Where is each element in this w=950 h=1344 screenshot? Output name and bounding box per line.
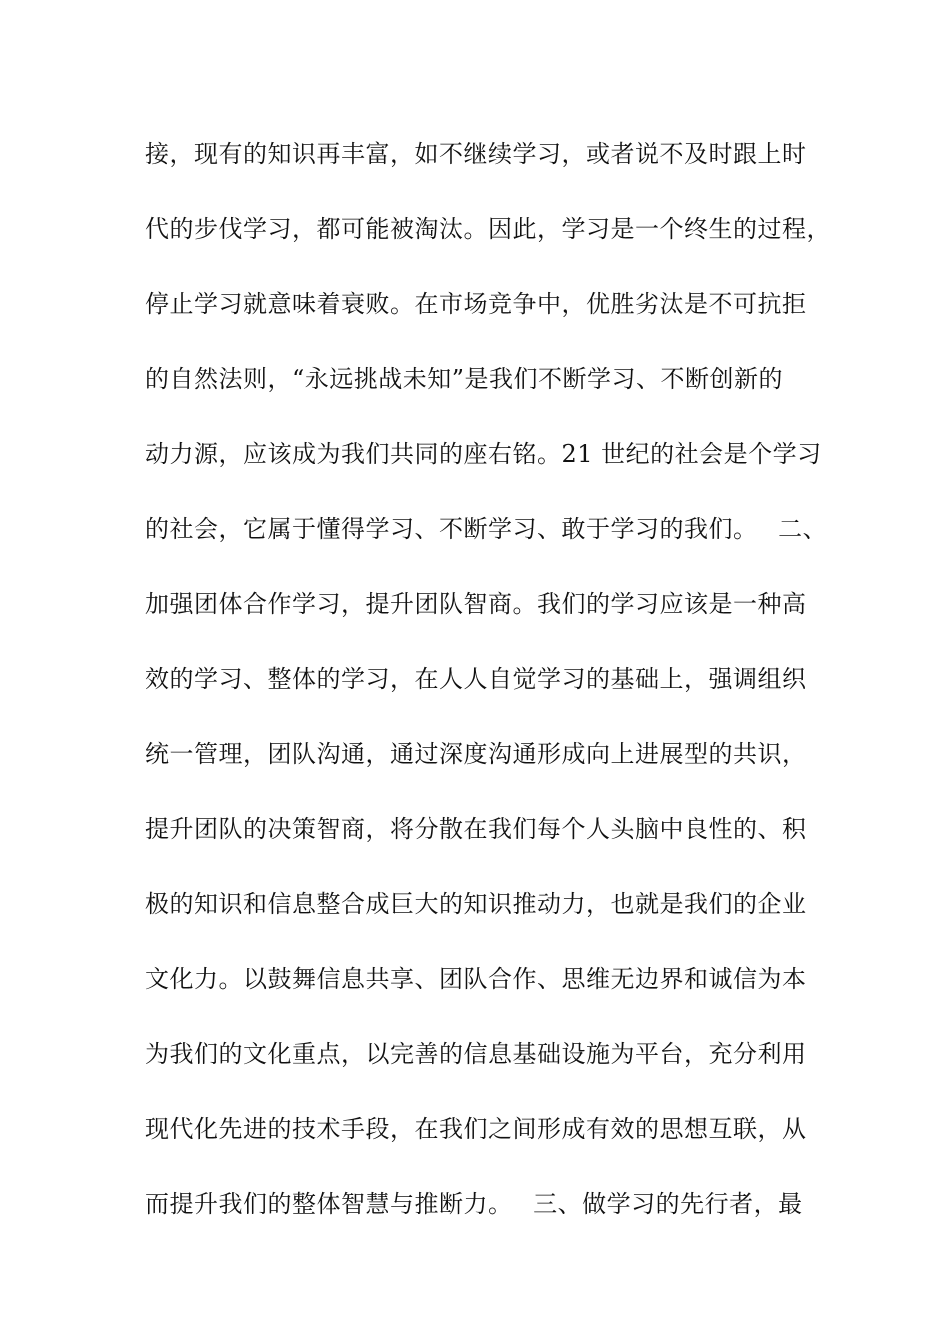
text-line: 提升团队的决策智商，将分散在我们每个人头脑中良性的、积	[145, 815, 807, 843]
text-line: 的自然法则，“永远挑战未知”是我们不断学习、不断创新的	[145, 365, 784, 393]
text-line: 接，现有的知识再丰富，如不继续学习，或者说不及时跟上时	[145, 140, 807, 168]
text-line: 而提升我们的整体智慧与推断力。 三、做学习的先行者，最	[145, 1190, 803, 1218]
text-line: 的社会，它属于懂得学习、不断学习、敢于学习的我们。 二、	[145, 515, 828, 543]
text-line: 效的学习、整体的学习，在人人自觉学习的基础上，强调组织	[145, 665, 807, 693]
text-line: 统一管理，团队沟通，通过深度沟通形成向上进展型的共识，	[145, 740, 807, 768]
text-line: 加强团体合作学习，提升团队智商。我们的学习应该是一种高	[145, 590, 807, 618]
text-line: 文化力。以鼓舞信息共享、团队合作、思维无边界和诚信为本	[145, 965, 807, 993]
text-line: 现代化先进的技术手段，在我们之间形成有效的思想互联，从	[145, 1115, 807, 1143]
text-line: 代的步伐学习，都可能被淘汰。因此，学习是一个终生的过程，	[145, 215, 831, 243]
text-line: 为我们的文化重点，以完善的信息基础设施为平台，充分利用	[145, 1040, 807, 1068]
text-line: 极的知识和信息整合成巨大的知识推动力，也就是我们的企业	[145, 890, 807, 918]
text-line: 停止学习就意味着衰败。在市场竞争中，优胜劣汰是不可抗拒	[145, 290, 807, 318]
text-line: 动力源，应该成为我们共同的座右铭。21 世纪的社会是个学习	[145, 440, 822, 468]
body-paragraph	[145, 134, 835, 1259]
